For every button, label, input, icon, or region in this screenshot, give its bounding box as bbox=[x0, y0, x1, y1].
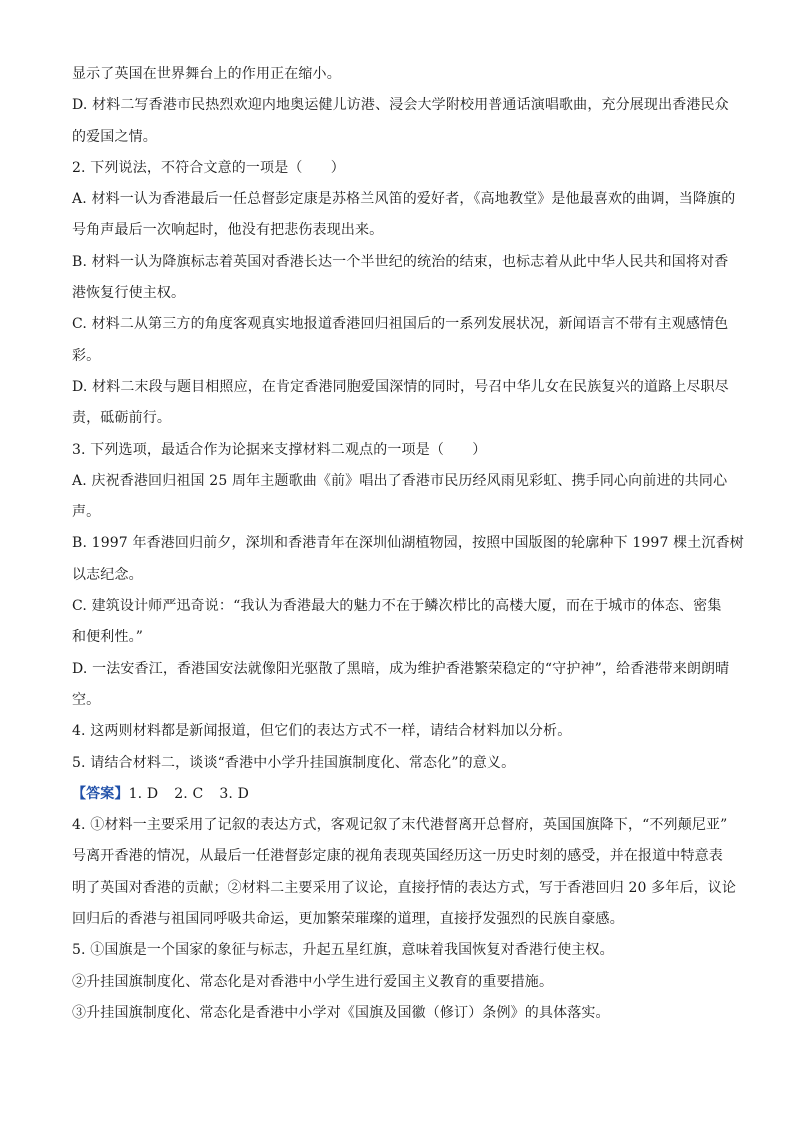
q2-option-b-line1: B. 材料一认为降旗标志着英国对香港长达一个半世纪的统治的结束，也标志着从此中华人民共和国将对香 bbox=[72, 253, 729, 270]
q1-option-d-line2: 的爱国之情。 bbox=[72, 128, 157, 145]
q3-option-d-line1: D. 一法安香江，香港国安法就像阳光驱散了黑暗，成为维护香港繁荣稳定的“守护神”，给香港带来朗朗晴 bbox=[72, 660, 730, 677]
answer-4-line1: 4. ①材料一主要采用了记叙的表达方式，客观记叙了末代港督离开总督府，英国国旗降下，“不列颠尼亚” bbox=[72, 817, 728, 834]
answer-4-line4: 回归后的香港与祖国同呼吸共命运，更加繁荣璀璨的道理，直接抒发强烈的民族自豪感。 bbox=[72, 911, 624, 928]
answer-5-line2: ②升挂国旗制度化、常态化是对香港中小学生进行爱国主义教育的重要措施。 bbox=[72, 973, 554, 990]
answer-tag: 【答案】 bbox=[72, 785, 129, 802]
document-page bbox=[72, 64, 744, 1034]
answer-5-line3: ③升挂国旗制度化、常态化是香港中小学对《国旗及国徽（修订）条例》的具体落实。 bbox=[72, 1004, 610, 1021]
answer-4-line2: 号离开香港的情况，从最后一任港督彭定康的视角表现英国经历这一历史时刻的感受，并在报道中特意表 bbox=[72, 848, 723, 865]
q2-option-c-line1: C. 材料二从第三方的角度客观真实地报道香港回归祖国后的一系列发展状况，新闻语言不带有主观感情色 bbox=[72, 316, 729, 333]
q3-stem: 3. 下列选项，最适合作为论据来支撑材料二观点的一项是（ ） bbox=[72, 441, 487, 458]
q3-option-b-line2: 以志纪念。 bbox=[72, 566, 143, 583]
answer-key-line bbox=[72, 784, 732, 804]
q2-option-b-line2: 港恢复行使主权。 bbox=[72, 285, 186, 302]
answer-2: 2. C bbox=[174, 785, 204, 802]
q2-option-a-line1: A. 材料一认为香港最后一任总督彭定康是苏格兰风笛的爱好者，《高地教堂》是他最喜欢的曲调，当降旗的 bbox=[72, 191, 736, 208]
answer-4-line3: 明了英国对香港的贡献；②材料二主要采用了议论，直接抒情的表达方式，写于香港回归 20 多年后，议论 bbox=[72, 879, 737, 896]
answer-5-line1: 5. ①国旗是一个国家的象征与标志，升起五星红旗，意味着我国恢复对香港行使主权。 bbox=[72, 942, 614, 959]
q2-option-c-line2: 彩。 bbox=[72, 347, 101, 364]
q1-option-d-line1: D. 材料二写香港市民热烈欢迎内地奥运健儿访港、浸会大学附校用普通话演唱歌曲，充分展现出香港民众 bbox=[72, 97, 729, 114]
q2-option-d-line1: D. 材料二末段与题目相照应，在肯定香港同胞爱国深情的同时，号召中华儿女在民族复兴的道路上尽职尽 bbox=[72, 378, 729, 395]
q3-option-c-line1: C. 建筑设计师严迅奇说：“我认为香港最大的魅力不在于鳞次栉比的高楼大厦，而在于城市的体态、密集 bbox=[72, 598, 722, 615]
q5-stem: 5. 请结合材料二，谈谈“香港中小学升挂国旗制度化、常态化”的意义。 bbox=[72, 754, 516, 771]
answer-1: 1. D bbox=[128, 785, 159, 802]
answer-3: 3. D bbox=[219, 785, 250, 802]
q3-option-c-line2: 和便利性。” bbox=[72, 629, 144, 646]
q3-option-a-line2: 声。 bbox=[72, 504, 101, 521]
material-tail: 显示了英国在世界舞台上的作用正在缩小。 bbox=[72, 66, 341, 82]
q2-option-a-line2: 号角声最后一次响起时，他没有把悲伤表现出来。 bbox=[72, 222, 384, 239]
q3-option-a-line1: A. 庆祝香港回归祖国 25 周年主题歌曲《前》唱出了香港市民历经风雨见彩虹、携手同心向前进的共同心 bbox=[72, 472, 728, 489]
q2-option-d-line2: 责，砥砺前行。 bbox=[72, 410, 172, 427]
q4-stem: 4. 这两则材料都是新闻报道，但它们的表达方式不一样，请结合材料加以分析。 bbox=[72, 723, 572, 740]
q3-option-b-line1: B. 1997 年香港回归前夕，深圳和香港青年在深圳仙湖植物园，按照中国版图的轮廓种下 1997 棵土沉香树 bbox=[72, 535, 744, 552]
q3-option-d-line2: 空。 bbox=[72, 691, 101, 708]
q2-stem: 2. 下列说法，不符合文意的一项是（ ） bbox=[72, 159, 345, 176]
